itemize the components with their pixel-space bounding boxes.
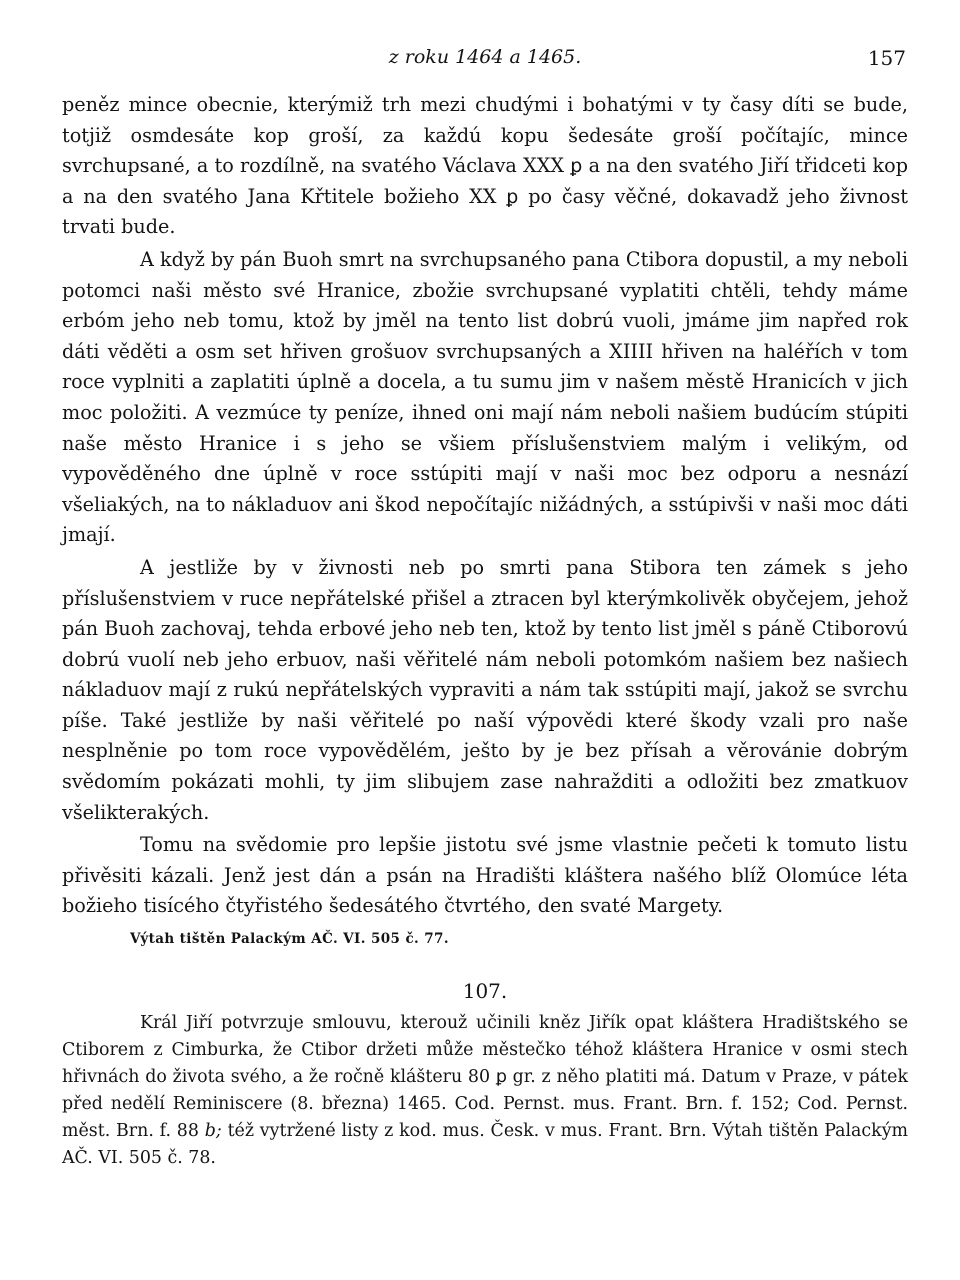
- document-regest: [62, 1010, 908, 1172]
- paragraph-attestation: Tomu na svědomie pro lepšie jistotu své jsme vlastnie pečeti k tomuto listu přivěsiti kázali. Jenž jest dán a psán na Hradišti kláštera našého blíž Olomúce léta božieho tisícého čtyřistého šedesátého čtvrtého, den svaté Margety.: [62, 833, 908, 918]
- source-note: Výtah tištěn Palackým AČ. VI. 505 č. 77.: [130, 931, 449, 948]
- page-number: 157: [867, 46, 906, 70]
- page-body: [62, 90, 908, 1172]
- page-header: [62, 44, 908, 72]
- regest-text-part2: též vytržené listy z kod. mus. Česk. v mus. Frant. Brn. Výtah tištěn Palackým AČ. VI. 505 č. 78.: [62, 1121, 909, 1169]
- paragraph-continuation: peněz mince obecnie, kterýmiž trh mezi chudými i bohatými v ty časy díti se bude, totjiž osmdesáte kop groší, za každú kopu šedesáte groší počítajíc, mince svrchupsané, a to rozdílně, na svatého Václava XXX ꝑ a na den svatého Jiří třidceti kop a na den svatého Jana Křtitele božieho XX ꝑ po časy věčné, dokavadž jeho živnost trvati bude.: [62, 93, 908, 239]
- paragraph-loss: A jestliže by v živnosti neb po smrti pana Stibora ten zámek s jeho příslušenstviem v ruce nepřátelské přišel a ztracen byl kterýmkolivěk obyčejem, jehož pán Buoh zachovaj, tehda erbové jeho neb ten, ktož by tento list jměl s páně Ctiborovú dobrú vuolí neb jeho erbuov, naši věřitelé nám neboli potomkóm našiem bez našiech nákladuov mají z rukú nepřátelských vypraviti a nám tak sstúpiti mají, jakož se svrchu píše. Také jestliže by naši věřitelé po naší výpovědi které škody vzali pro naše nesplněnie po tom roce vypovědělém, ješto by je bez přísah a věrovánie dobrým svědomím pokázati mohli, ty jim slibujem zase nahražditi a odložiti bez zmatkuov všelikterakých.: [62, 555, 908, 824]
- regest-italic-folio: b;: [204, 1121, 222, 1142]
- regest-text-part1: Král Jiří potvrzuje smlouvu, kterouž učinili kněz Jiřík opat kláštera Hradištského se Ctiborem z Cimburka, že Ctibor držeti může městečko téhož kláštera Hranice v osmi stech hřivnách do života svého, a že ročně klášteru 80 ꝑ gr. z něho platiti má. Datum v Praze, v pátek před nedělí Reminiscere (8. března) 1465. Cod. Pernst. mus. Frant. Brn. f. 152; Cod. Pernst. měst. Brn. f. 88: [62, 1013, 908, 1142]
- document-number: 107.: [462, 979, 508, 1004]
- running-title: z roku 1464 a 1465.: [388, 46, 582, 68]
- paragraph-repayment: A když by pán Buoh smrt na svrchupsaného pana Ctibora dopustil, a my neboli potomci naši město své Hranice, zbožie svrchupsané vyplatiti chtěli, tehdy máme erbóm jeho neb tomu, ktož by jměl na tento list dobrú vuoli, jmáme jim napřed rok dáti věděti a osm set hřiven grošuov svrchupsaných a XIIII hřiven na haléřích v tom roce vyplniti a zaplatiti úplně a docela, a tu sumu jim v našem městě Hranicích v jich moc položiti. A vezmúce ty peníze, ihned oni mají nám neboli našiem budúcím stúpiti naše město Hranice i s jeho se všiem příslušenstviem malým i velikým, od vypověděného dne úplně v roce sstúpiti mají v naši moc bez odporu a nesnází všeliakých, na to nákladuov ani škod nepočítajíc nižádných, a sstúpivši v naši moc dáti jmají.: [62, 247, 908, 547]
